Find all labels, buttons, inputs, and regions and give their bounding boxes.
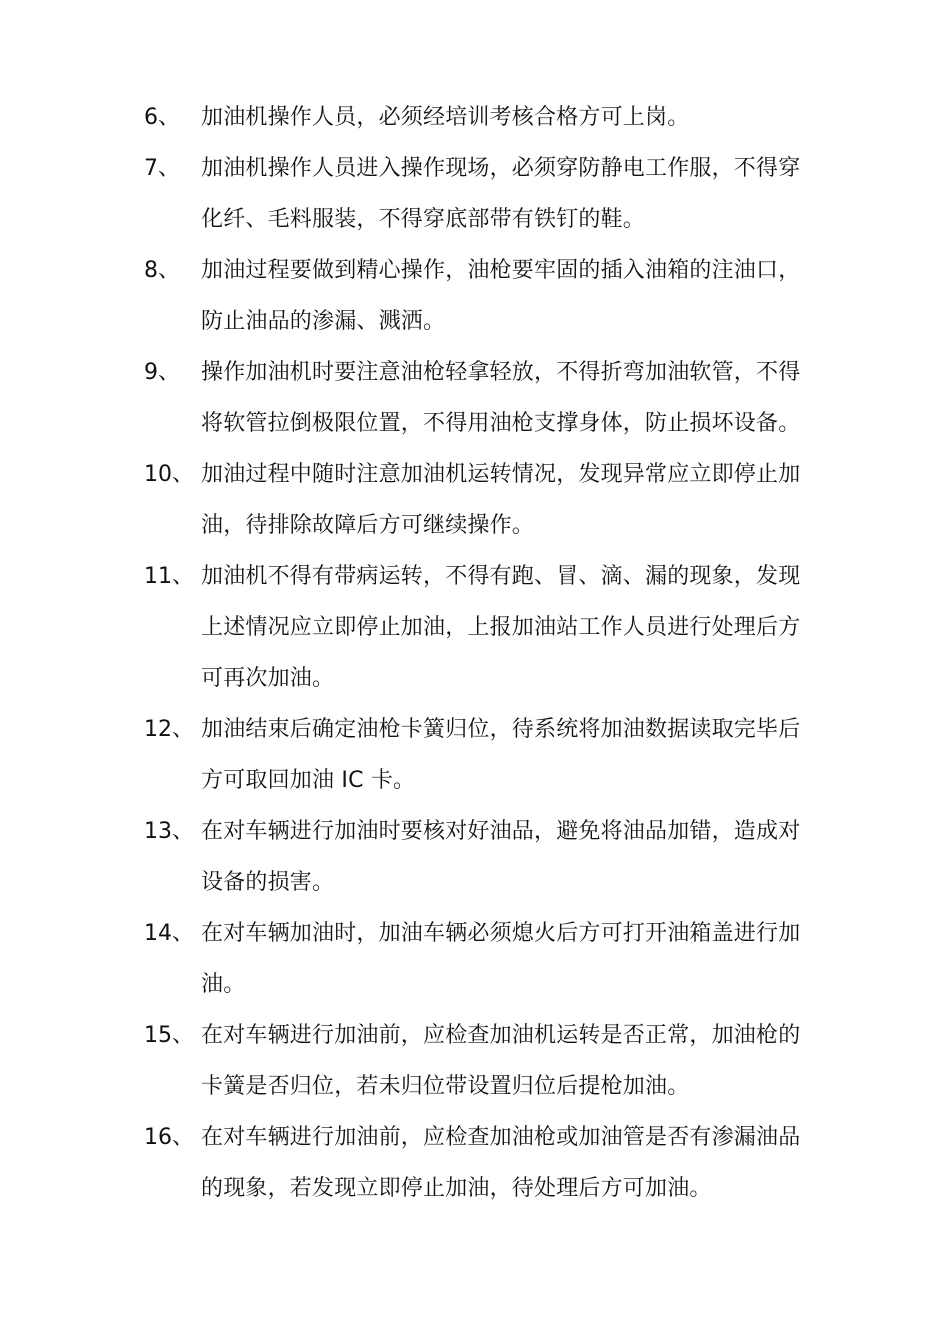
list-item [144,1010,812,1112]
item-text [201,449,811,551]
item-text [201,347,811,449]
item-line: 设备的损害。 [201,870,335,895]
list-item [144,806,812,908]
list-item [144,347,812,449]
list-item [144,908,812,1010]
item-text [201,245,811,347]
item-text [201,1112,811,1214]
item-text [201,704,811,806]
item-line: 可再次加油。 [201,666,335,691]
item-number: 7、 [144,156,180,181]
item-line: 操作加油机时要注意油枪轻拿轻放，不得折弯加油软管，不得 [201,360,801,385]
item-text [201,92,811,143]
item-line: 加油过程要做到精心操作，油枪要牢固的插入油箱的注油口， [201,258,801,283]
item-line: 的现象，若发现立即停止加油，待处理后方可加油。 [201,1176,712,1201]
item-line: 方可取回加油 IC 卡。 [201,768,416,793]
item-line: 油。 [201,972,246,997]
item-number: 11、 [144,564,194,589]
list-item [144,449,812,551]
item-number: 12、 [144,717,194,742]
item-text [201,908,811,1010]
item-text [201,806,811,908]
item-line: 在对车辆加油时，加油车辆必须熄火后方可打开油箱盖进行加 [201,921,801,946]
item-text [201,551,811,704]
item-line: 油，待排除故障后方可继续操作。 [201,513,535,538]
item-line: 加油结束后确定油枪卡簧归位，待系统将加油数据读取完毕后 [201,717,801,742]
document-page [0,92,950,1214]
item-line: 上述情况应立即停止加油，上报加油站工作人员进行处理后方 [201,615,801,640]
item-number: 6、 [144,105,180,130]
item-line: 在对车辆进行加油前，应检查加油枪或加油管是否有渗漏油品 [201,1125,801,1150]
list-item [144,1112,812,1214]
list-item [144,245,812,347]
list-item [144,551,812,704]
item-line: 加油机不得有带病运转，不得有跑、冒、滴、漏的现象，发现 [201,564,801,589]
item-text [201,143,811,245]
item-text [201,1010,811,1112]
item-number: 14、 [144,921,194,946]
item-line: 在对车辆进行加油前，应检查加油机运转是否正常，加油枪的 [201,1023,801,1048]
item-line: 加油过程中随时注意加油机运转情况，发现异常应立即停止加 [201,462,801,487]
item-number: 10、 [144,462,194,487]
list-item [144,704,812,806]
item-line: 化纤、毛料服装，不得穿底部带有铁钉的鞋。 [201,207,646,232]
item-line: 加油机操作人员进入操作现场，必须穿防静电工作服，不得穿 [201,156,801,181]
item-line: 防止油品的渗漏、溅洒。 [201,309,446,334]
item-number: 9、 [144,360,180,385]
item-line: 卡簧是否归位，若未归位带设置归位后提枪加油。 [201,1074,690,1099]
item-number: 8、 [144,258,180,283]
list-item [144,143,812,245]
list-item [144,92,812,143]
item-number: 13、 [144,819,194,844]
item-number: 16、 [144,1125,194,1150]
item-line: 加油机操作人员，必须经培训考核合格方可上岗。 [201,105,690,130]
item-line: 在对车辆进行加油时要核对好油品，避免将油品加错，造成对 [201,819,801,844]
item-number: 15、 [144,1023,194,1048]
item-line: 将软管拉倒极限位置，不得用油枪支撑身体，防止损坏设备。 [201,411,801,436]
